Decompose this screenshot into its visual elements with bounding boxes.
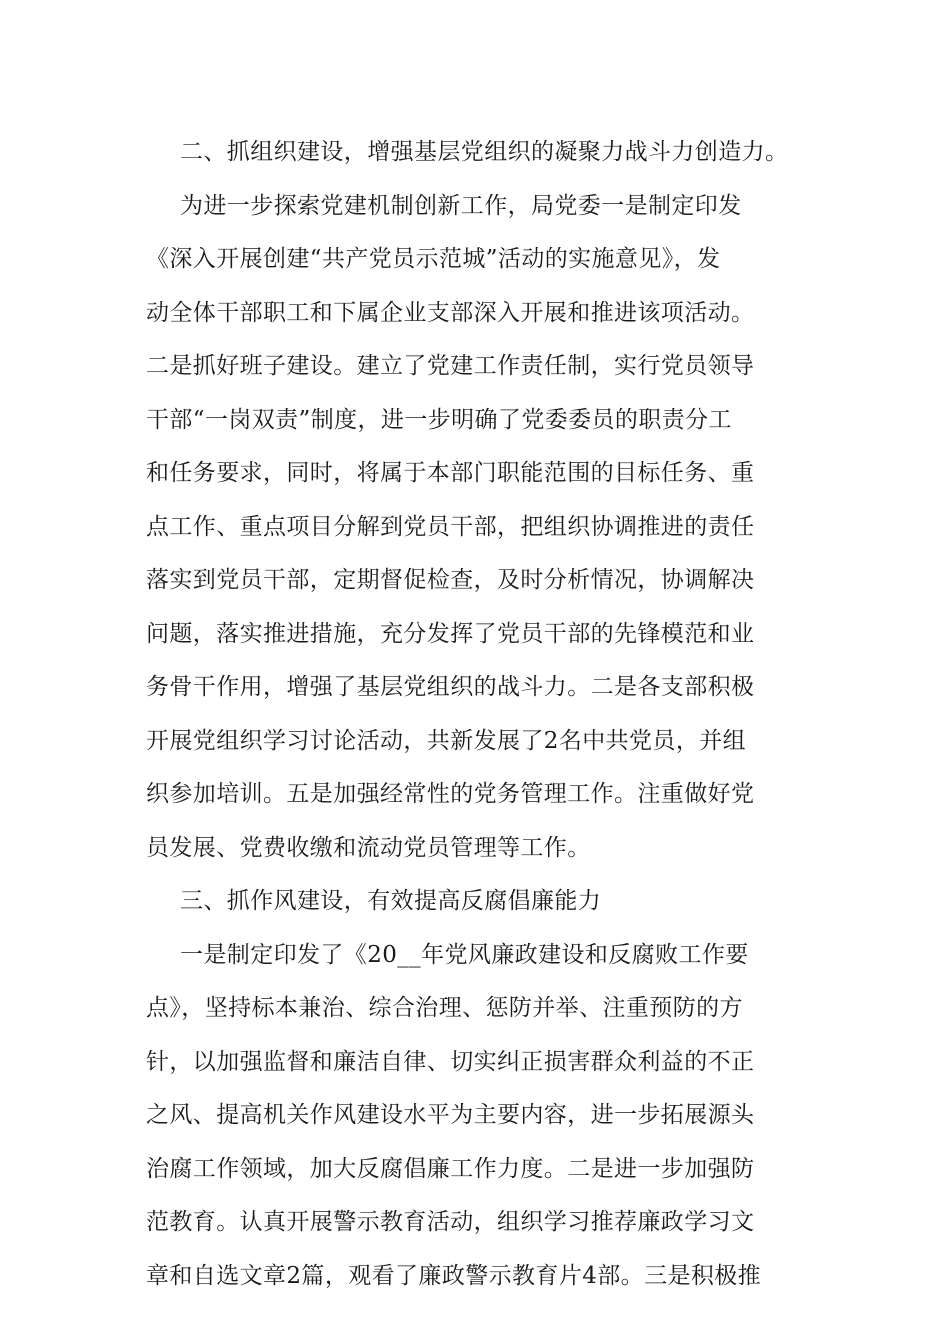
text-line: 员发展、党费收缴和流动党员管理等工作。 (146, 834, 591, 861)
text-line: 章和自选文章2篇，观看了廉政警示教育片4部。三是积极推 (146, 1262, 762, 1289)
text-line: 点》，坚持标本兼治、综合治理、惩防并举、注重预防的方 (146, 995, 743, 1021)
text-line: 和任务要求，同时，将属于本部门职能范围的目标任务、重 (146, 460, 755, 486)
text-line: 动全体干部职工和下属企业支部深入开展和推进该项活动。 (146, 299, 755, 326)
text-line: 二是抓好班子建设。建立了党建工作责任制，实行党员领导 (146, 353, 755, 379)
text-line: 开展党组织学习讨论活动，共新发展了2名中共党员，并组 (146, 727, 747, 754)
text-line: 一是制定印发了《20__年党风廉政建设和反腐败工作要 (180, 941, 749, 968)
body-text (146, 126, 806, 1303)
text-line: 治腐工作领域，加大反腐倡廉工作力度。二是进一步加强防 (146, 1155, 755, 1182)
text-line: 三、抓作风建设，有效提高反腐倡廉能力 (180, 888, 602, 914)
text-line: 点工作、重点项目分解到党员干部，把组织协调推进的责任 (146, 513, 755, 540)
text-line: 织参加培训。五是加强经常性的党务管理工作。注重做好党 (146, 781, 755, 807)
text-line: 针，以加强监督和廉洁自律、切实纠正损害群众利益的不正 (146, 1048, 755, 1075)
text-line: 落实到党员干部，定期督促检查，及时分析情况，协调解决 (146, 567, 755, 593)
text-line: 为进一步探索党建机制创新工作，局党委一是制定印发 (180, 192, 742, 219)
text-line: 《深入开展创建“共产党员示范城”活动的实施意见》，发 (146, 246, 721, 272)
text-line: 问题，落实推进措施，充分发挥了党员干部的先锋模范和业 (146, 620, 755, 647)
text-line: 务骨干作用，增强了基层党组织的战斗力。二是各支部积极 (146, 674, 755, 700)
text-line: 干部“一岗双责”制度，进一步明确了党委委员的职责分工 (146, 406, 732, 433)
text-line: 二、抓组织建设，增强基层党组织的凝聚力战斗力创造力。 (180, 139, 789, 165)
text-line: 范教育。认真开展警示教育活动，组织学习推荐廉政学习文 (146, 1209, 755, 1235)
text-line: 之风、提高机关作风建设水平为主要内容，进一步拓展源头 (146, 1102, 755, 1128)
